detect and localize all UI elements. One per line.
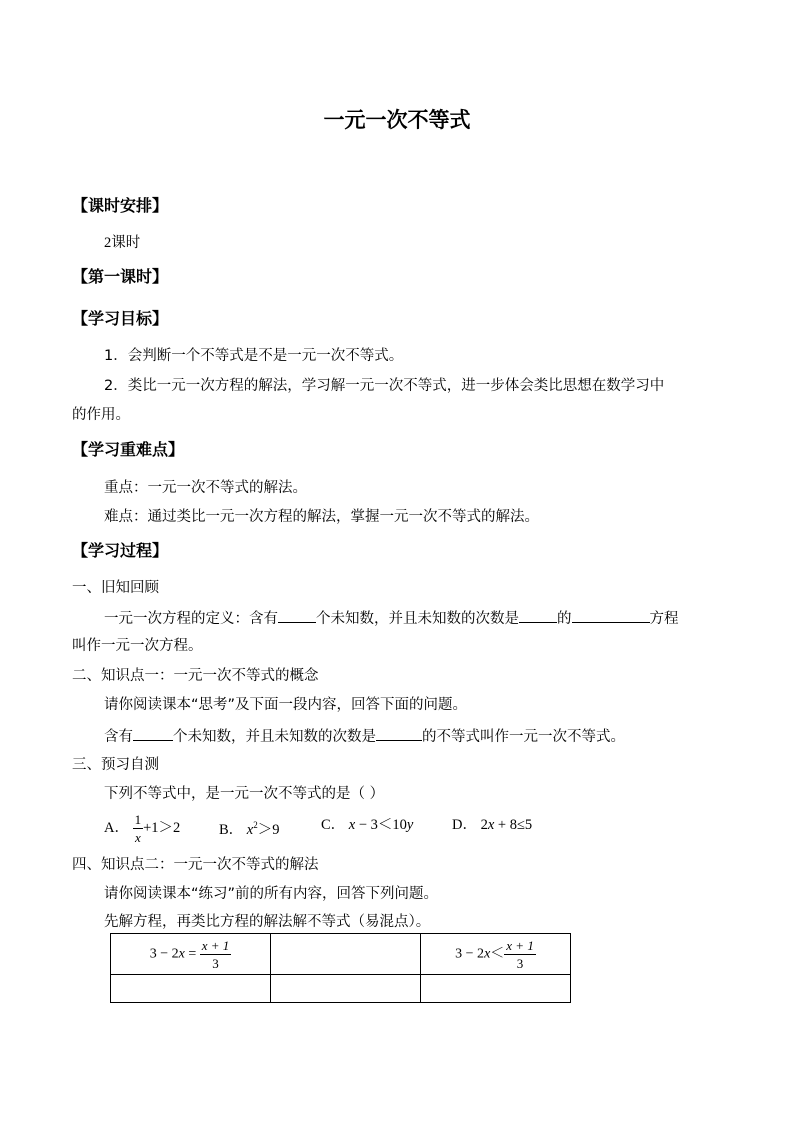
option-b-rest: ＞9 bbox=[257, 821, 280, 838]
goal-2-line1: 2．类比一元一次方程的解法，学习解一元一次不等式，进一步体会类比思想在数学习中 bbox=[104, 378, 665, 394]
equation-denominator: 3 bbox=[212, 955, 219, 971]
empty-cell[interactable] bbox=[271, 934, 421, 975]
key-focus: 重点：一元一次不等式的解法。 bbox=[104, 480, 307, 496]
goal-2-line2: 的作用。 bbox=[72, 407, 130, 423]
option-c-var-y: y bbox=[406, 817, 414, 833]
part2-line2 bbox=[104, 725, 625, 747]
section-key-points: 【学习重难点】 bbox=[72, 440, 185, 459]
blank-count-2[interactable] bbox=[133, 725, 173, 741]
part2-line1: 请你阅读课本“思考”及下面一段内容，回答下面的问题。 bbox=[104, 697, 468, 713]
inequality-sign: ＜ bbox=[490, 946, 505, 962]
goal-1: 1．会判断一个不等式是不是一元一次不等式。 bbox=[104, 348, 404, 364]
part1-heading: 一、旧知回顾 bbox=[72, 580, 159, 596]
option-a-label: A． bbox=[104, 819, 129, 836]
part3-question: 下列不等式中，是一元一次不等式的是（ ） bbox=[104, 786, 385, 802]
fraction-denominator: x bbox=[134, 830, 141, 845]
equation-left: 3 − 2 bbox=[149, 946, 179, 962]
inequality-cell bbox=[421, 934, 571, 975]
option-b-exponent: 2 bbox=[253, 820, 258, 830]
option-c-mid: − 3＜10 bbox=[355, 817, 407, 833]
part4-line2: 先解方程，再类比方程的解法解不等式（易混点）。 bbox=[104, 914, 431, 930]
part1-text-c: 的 bbox=[557, 611, 572, 627]
fraction-one-over-x bbox=[133, 813, 144, 844]
part2-text-a: 含有 bbox=[104, 729, 133, 745]
option-b-var: x bbox=[246, 821, 254, 838]
part1-text-b: 个未知数，并且未知数的次数是 bbox=[316, 611, 519, 627]
blank-degree-2[interactable] bbox=[376, 725, 422, 741]
equation-var: x bbox=[178, 946, 185, 962]
blank-type[interactable] bbox=[572, 607, 650, 623]
section-schedule: 【课时安排】 bbox=[72, 196, 169, 215]
empty-cell[interactable] bbox=[271, 975, 421, 1003]
empty-cell[interactable] bbox=[111, 975, 271, 1003]
section-first-lesson: 【第一课时】 bbox=[72, 267, 169, 286]
blank-count[interactable] bbox=[278, 607, 316, 623]
option-c-label: C． bbox=[321, 817, 346, 833]
part2-text-b: 个未知数，并且未知数的次数是 bbox=[173, 729, 376, 745]
inequality-fraction bbox=[504, 939, 536, 970]
part1-text-a: 一元一次方程的定义：含有 bbox=[104, 611, 278, 627]
option-d-rest: + 8≤5 bbox=[494, 817, 533, 833]
option-d bbox=[452, 815, 532, 835]
part2-heading: 二、知识点一：一元一次不等式的概念 bbox=[72, 668, 319, 684]
page-title: 一元一次不等式 bbox=[323, 108, 471, 132]
option-b-label: B． bbox=[219, 821, 244, 838]
option-c bbox=[321, 815, 413, 835]
equation-fraction bbox=[200, 939, 232, 970]
option-a-rest: +1＞2 bbox=[143, 819, 181, 836]
option-b bbox=[219, 815, 279, 840]
inequality-numerator: x + 1 bbox=[506, 937, 534, 953]
part1-text-d: 方程 bbox=[649, 611, 679, 627]
option-a bbox=[104, 813, 180, 844]
comparison-table bbox=[110, 933, 571, 1003]
blank-degree[interactable] bbox=[519, 607, 557, 623]
equation-numerator: x + 1 bbox=[201, 937, 230, 953]
part3-heading: 三、预习自测 bbox=[72, 757, 159, 773]
option-d-coef: 2 bbox=[480, 817, 488, 833]
key-difficulty: 难点：通过类比一元一次方程的解法，掌握一元一次不等式的解法。 bbox=[104, 509, 539, 525]
part4-line1: 请你阅读课本“练习”前的所有内容，回答下列问题。 bbox=[104, 886, 439, 902]
section-goals: 【学习目标】 bbox=[72, 309, 169, 328]
equation-cell bbox=[111, 934, 271, 975]
part2-text-c: 的不等式叫作一元一次不等式。 bbox=[422, 729, 625, 745]
section-process: 【学习过程】 bbox=[72, 541, 169, 560]
option-c-var-x: x bbox=[348, 817, 356, 833]
empty-cell[interactable] bbox=[421, 975, 571, 1003]
part4-heading: 四、知识点二：一元一次不等式的解法 bbox=[72, 857, 319, 873]
part1-line2: 叫作一元一次方程。 bbox=[72, 638, 203, 654]
inequality-denominator: 3 bbox=[516, 955, 524, 971]
schedule-value: 2课时 bbox=[104, 235, 141, 251]
fraction-numerator: 1 bbox=[134, 812, 142, 827]
option-d-label: D． bbox=[452, 817, 477, 833]
part1-line1 bbox=[104, 607, 679, 629]
option-d-var: x bbox=[487, 817, 495, 833]
inequality-left: 3 − 2 bbox=[455, 946, 485, 962]
inequality-var: x bbox=[484, 946, 491, 962]
equation-sign: = bbox=[184, 946, 200, 962]
